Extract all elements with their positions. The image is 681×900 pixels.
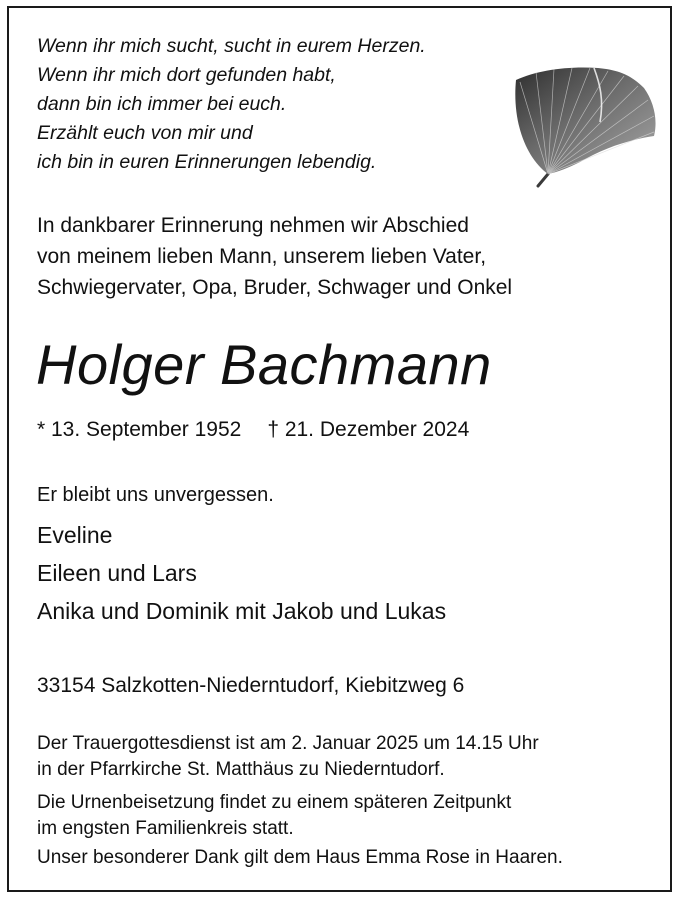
address: 33154 Salzkotten-Niederntudorf, Kiebitzweg 6 (37, 674, 465, 697)
birth-date: * 13. September 1952 (37, 418, 242, 441)
family-list (37, 516, 446, 630)
ginkgo-leaf-icon (508, 62, 660, 188)
poem-line: ich bin in euren Erinnerungen lebendig. (37, 151, 377, 173)
poem-line: Erzählt euch von mir und (37, 122, 253, 144)
poem-line: Wenn ihr mich dort gefunden habt, (37, 64, 336, 86)
farewell-intro (37, 210, 512, 303)
service-line: Der Trauergottesdienst ist am 2. Januar 2025 um 14.15 Uhr (37, 733, 539, 754)
urn-line: Die Urnenbeisetzung findet zu einem späteren Zeitpunkt (37, 792, 512, 813)
family-member: Eileen und Lars (37, 560, 197, 586)
family-member: Anika und Dominik mit Jakob und Lukas (37, 598, 447, 624)
family-member: Eveline (37, 522, 113, 548)
deceased-name: Holger Bachmann (36, 333, 492, 396)
life-dates (37, 415, 469, 445)
poem-line: dann bin ich immer bei euch. (37, 93, 287, 115)
intro-line: Schwiegervater, Opa, Bruder, Schwager und Onkel (37, 276, 513, 299)
intro-line: von meinem lieben Mann, unserem lieben Vater, (37, 245, 487, 268)
remembrance-text: Er bleibt uns unvergessen. (37, 484, 274, 506)
poem (37, 32, 426, 177)
urn-line: im engsten Familienkreis statt. (37, 818, 294, 839)
poem-line: Wenn ihr mich sucht, sucht in eurem Herzen. (37, 35, 426, 57)
intro-line: In dankbarer Erinnerung nehmen wir Abschied (37, 214, 469, 237)
service-line: in der Pfarrkirche St. Matthäus zu Niederntudorf. (37, 759, 445, 780)
thanks-text: Unser besonderer Dank gilt dem Haus Emma Rose in Haaren. (37, 847, 563, 868)
death-date: † 21. Dezember 2024 (267, 418, 470, 441)
urn-burial-info (37, 790, 511, 842)
funeral-service-info (37, 731, 539, 783)
